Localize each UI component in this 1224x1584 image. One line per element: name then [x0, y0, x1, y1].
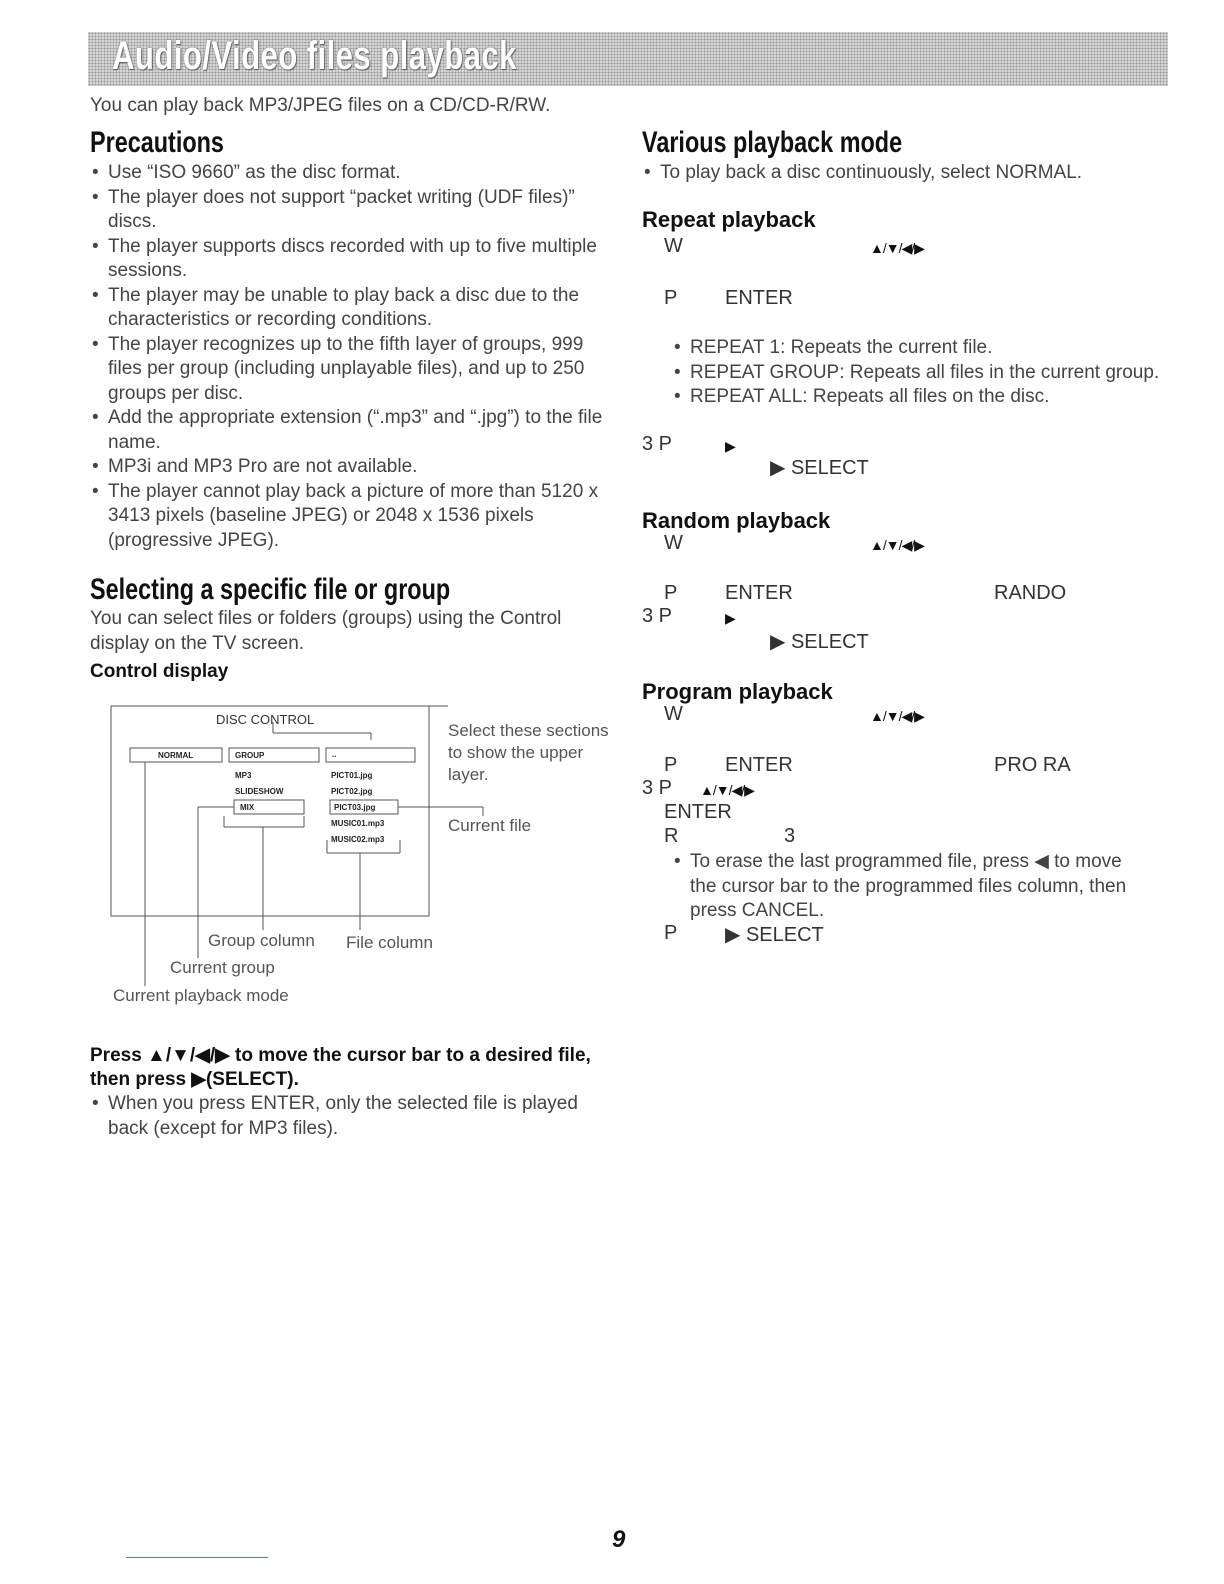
file-item: PICT01.jpg	[331, 771, 373, 780]
list-item: • Use “ISO 9660” as the disc format.	[90, 161, 620, 186]
label-current-group: Current group	[170, 958, 275, 977]
file-item: PICT03.jpg	[334, 803, 376, 812]
group-item: MP3	[235, 771, 252, 780]
label-playback-mode: Current playback mode	[113, 986, 289, 1005]
repeat-step2-text: P	[664, 287, 678, 309]
file-item: MUSIC01.mp3	[331, 819, 385, 828]
play-arrow-icon: ▶	[725, 438, 736, 454]
program-repeat-step-text: 3	[784, 825, 796, 847]
precautions-list	[90, 161, 620, 553]
program-heading: Program playback	[642, 679, 833, 704]
control-display-label: Control display	[90, 661, 229, 682]
list-item: • Add the appropriate extension (“.mp3” and “.jpg”) to the file name.	[90, 406, 620, 455]
random-step2-text: P	[664, 582, 678, 604]
control-display-diagram	[88, 700, 628, 1020]
program-step1-text: W	[664, 703, 683, 725]
cursor-arrows-icon: ▲/▼/◀/▶	[870, 708, 924, 724]
random-enter-text: ENTER	[725, 582, 793, 604]
cursor-arrows-icon: ▲/▼/◀/▶	[700, 782, 754, 798]
cursor-arrows-icon: ▲/▼/◀/▶	[870, 537, 924, 553]
list-item: • The player may be unable to play back a disc due to the characteristics or recording conditions.	[90, 284, 620, 333]
instruction-bold: Press ▲/▼/◀/▶ to move the cursor bar to a desired file, then press ▶(SELECT).	[90, 1045, 591, 1090]
program-repeat-text: R	[664, 825, 679, 847]
list-item: • The player supports discs recorded with up to five multiple sessions.	[90, 235, 620, 284]
selecting-heading: Selecting a specific file or group	[90, 573, 451, 606]
list-item: • REPEAT 1: Repeats the current file.	[672, 336, 1162, 361]
list-item: • REPEAT GROUP: Repeats all files in the current group.	[672, 361, 1162, 386]
group-header: GROUP	[235, 751, 265, 760]
file-header: ..	[332, 750, 337, 759]
program-step3-text: 3 P	[642, 777, 673, 799]
various-heading: Various playback mode	[642, 126, 903, 159]
program-step2-text: P	[664, 754, 678, 776]
program-enter-text: ENTER	[725, 754, 793, 776]
footer-divider	[126, 1557, 268, 1558]
list-item: • The player does not support “packet writing (UDF files)” discs.	[90, 186, 620, 235]
file-item: PICT02.jpg	[331, 787, 373, 796]
callout-select-sections: Select these sections to show the upper layer.	[448, 721, 609, 784]
page-number: 9	[612, 1526, 626, 1553]
page-title: Audio/Video files playback	[112, 34, 517, 78]
group-item: SLIDESHOW	[235, 787, 284, 796]
repeat-options-list	[672, 336, 1162, 410]
program-enter-step-text: ENTER	[664, 801, 732, 823]
instruction-note-list	[90, 1092, 590, 1141]
list-item: • When you press ENTER, only the selected file is played back (except for MP3 files).	[90, 1092, 590, 1141]
callout-current-file: Current file	[448, 816, 532, 835]
precautions-heading: Precautions	[90, 126, 224, 159]
repeat-select-text: ▶ SELECT	[770, 457, 869, 479]
list-item: • MP3i and MP3 Pro are not available.	[90, 455, 620, 480]
list-item: • To erase the last programmed file, press ◀ to move the cursor bar to the programmed files column, then press CANCEL.	[672, 850, 1142, 924]
random-step3-text: 3 P	[642, 605, 673, 627]
selecting-text: You can select files or folders (groups) using the Control display on the TV screen.	[90, 608, 562, 654]
program-select-text: ▶ SELECT	[725, 924, 824, 946]
repeat-heading: Repeat playback	[642, 207, 816, 232]
list-item: • To play back a disc continuously, select NORMAL.	[642, 161, 1162, 186]
random-heading: Random playback	[642, 508, 831, 533]
program-note-list	[672, 850, 1142, 924]
mode-box-label: NORMAL	[158, 751, 194, 760]
repeat-enter-text: ENTER	[725, 287, 793, 309]
repeat-step3-text: 3 P	[642, 433, 673, 455]
intro-text: You can play back MP3/JPEG files on a CD/CD-R/RW.	[90, 95, 551, 116]
random-mode-text: RANDO	[994, 582, 1067, 604]
list-item: • REPEAT ALL: Repeats all files on the disc.	[672, 385, 1162, 410]
group-item: MIX	[240, 803, 255, 812]
repeat-step1-text: W	[664, 235, 683, 257]
random-select-text: ▶ SELECT	[770, 631, 869, 653]
various-text-list	[642, 161, 1162, 186]
list-item: • The player cannot play back a picture of more than 5120 x 3413 pixels (baseline JPEG) or 2048 x 1536 pixels (progressive JPEG).	[90, 480, 620, 554]
label-file-column: File column	[346, 933, 433, 952]
label-group-column: Group column	[208, 931, 315, 950]
cursor-arrows-icon: ▲/▼/◀/▶	[870, 240, 924, 256]
random-step1-text: W	[664, 532, 683, 554]
play-arrow-icon: ▶	[725, 610, 736, 626]
program-step-final-text: P	[664, 922, 678, 944]
disc-control-title: DISC CONTROL	[216, 712, 315, 727]
program-mode-text: PRO RA	[994, 754, 1071, 776]
list-item: • The player recognizes up to the fifth layer of groups, 999 files per group (including unplayable files), and up to 250 groups per disc.	[90, 333, 620, 407]
file-item: MUSIC02.mp3	[331, 835, 385, 844]
